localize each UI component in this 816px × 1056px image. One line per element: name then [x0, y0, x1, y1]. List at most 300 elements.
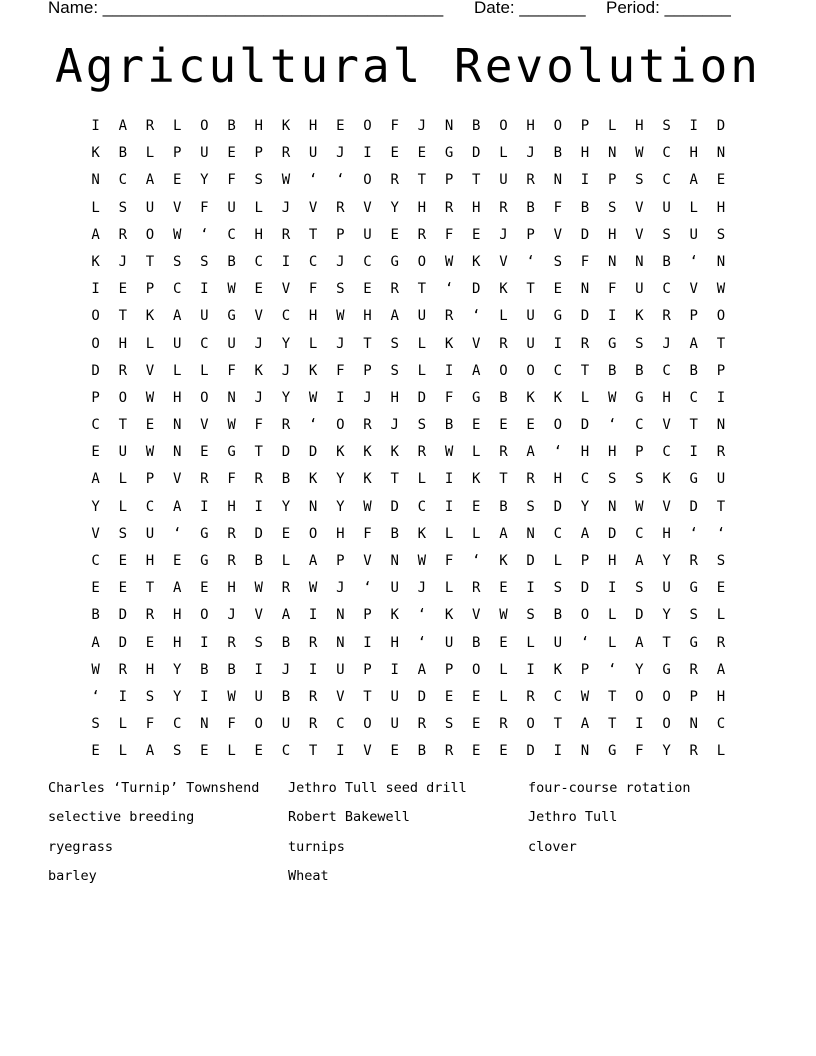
grid-cell[interactable]: T	[662, 634, 671, 651]
grid-cell[interactable]: F	[444, 226, 454, 243]
grid-cell[interactable]: B	[281, 688, 291, 705]
grid-cell[interactable]: N	[580, 281, 590, 298]
grid-cell[interactable]: S	[172, 743, 182, 760]
grid-cell[interactable]: L	[499, 688, 508, 705]
grid-cell[interactable]: J	[227, 607, 236, 624]
grid-cell[interactable]: H	[607, 444, 617, 461]
grid-cell[interactable]: E	[390, 743, 399, 760]
grid-cell[interactable]: C	[91, 417, 100, 434]
grid-cell[interactable]: O	[91, 335, 100, 352]
grid-cell[interactable]: C	[662, 145, 671, 162]
grid-cell[interactable]: N	[308, 498, 318, 515]
grid-cell[interactable]: E	[281, 525, 291, 542]
grid-cell[interactable]: P	[526, 226, 535, 243]
grid-cell[interactable]: B	[553, 145, 562, 162]
grid-cell[interactable]: O	[363, 118, 372, 134]
grid-cell[interactable]: H	[363, 308, 372, 325]
grid-cell[interactable]: E	[91, 743, 100, 760]
grid-cell[interactable]: N	[526, 525, 535, 542]
grid-cell[interactable]: R	[118, 362, 127, 379]
grid-cell[interactable]: Y	[281, 498, 291, 515]
grid-cell[interactable]: O	[662, 716, 671, 733]
grid-cell[interactable]: F	[145, 716, 155, 733]
grid-cell[interactable]: L	[145, 145, 155, 162]
grid-cell[interactable]: B	[553, 607, 562, 624]
grid-cell[interactable]: S	[118, 199, 127, 216]
grid-cell[interactable]: C	[172, 281, 182, 298]
grid-cell[interactable]: L	[118, 471, 127, 488]
grid-cell[interactable]: S	[662, 226, 671, 243]
grid-cell[interactable]: U	[200, 145, 209, 162]
grid-cell[interactable]: I	[336, 743, 345, 760]
grid-cell[interactable]: C	[336, 716, 345, 733]
grid-cell[interactable]: E	[472, 498, 481, 515]
grid-cell[interactable]: T	[118, 308, 127, 325]
grid-cell[interactable]: R	[499, 335, 508, 352]
grid-cell[interactable]: N	[689, 716, 698, 733]
grid-cell[interactable]: D	[553, 498, 562, 515]
grid-cell[interactable]: I	[689, 118, 698, 134]
grid-cell[interactable]: I	[444, 362, 454, 379]
grid-cell[interactable]: A	[91, 634, 100, 651]
grid-cell[interactable]: C	[635, 525, 644, 542]
grid-cell[interactable]: L	[444, 525, 454, 542]
grid-cell[interactable]: E	[499, 417, 508, 434]
grid-cell[interactable]: P	[580, 118, 590, 134]
grid-cell[interactable]: W	[635, 145, 644, 162]
grid-cell[interactable]: W	[607, 389, 617, 406]
grid-cell[interactable]: ‘	[200, 226, 209, 243]
grid-cell[interactable]: K	[308, 362, 318, 379]
grid-cell[interactable]: N	[172, 417, 182, 434]
grid-cell[interactable]: L	[526, 634, 535, 651]
grid-cell[interactable]: H	[390, 389, 399, 406]
grid-cell[interactable]: O	[716, 308, 726, 325]
grid-cell[interactable]: U	[336, 661, 345, 678]
grid-cell[interactable]: C	[254, 253, 263, 270]
grid-cell[interactable]: R	[526, 172, 535, 189]
grid-cell[interactable]: A	[145, 172, 155, 189]
grid-cell[interactable]: T	[607, 716, 617, 733]
grid-cell[interactable]: A	[172, 498, 182, 515]
grid-cell[interactable]: P	[145, 281, 155, 298]
grid-cell[interactable]: A	[689, 172, 698, 189]
grid-cell[interactable]: H	[227, 580, 236, 597]
grid-cell[interactable]: E	[200, 580, 209, 597]
grid-cell[interactable]: R	[145, 607, 155, 624]
grid-cell[interactable]: F	[363, 525, 372, 542]
grid-cell[interactable]: O	[526, 362, 535, 379]
grid-cell[interactable]: L	[417, 471, 427, 488]
grid-cell[interactable]: L	[607, 118, 617, 134]
grid-cell[interactable]: E	[118, 281, 127, 298]
grid-cell[interactable]: C	[553, 362, 562, 379]
grid-cell[interactable]: I	[553, 335, 562, 352]
grid-cell[interactable]: V	[635, 199, 644, 216]
grid-cell[interactable]: N	[91, 172, 100, 189]
grid-cell[interactable]: W	[363, 498, 372, 515]
grid-cell[interactable]: O	[336, 417, 345, 434]
grid-cell[interactable]: ‘	[689, 525, 698, 542]
grid-cell[interactable]: T	[689, 417, 698, 434]
grid-cell[interactable]: K	[472, 471, 481, 488]
grid-cell[interactable]: I	[91, 281, 100, 298]
grid-cell[interactable]: H	[662, 525, 671, 542]
grid-cell[interactable]: G	[390, 253, 399, 270]
grid-cell[interactable]: G	[227, 444, 236, 461]
grid-cell[interactable]: R	[417, 716, 427, 733]
grid-cell[interactable]: C	[200, 335, 209, 352]
grid-cell[interactable]: S	[91, 716, 100, 733]
grid-cell[interactable]: K	[308, 471, 318, 488]
grid-cell[interactable]: U	[172, 335, 182, 352]
grid-cell[interactable]: V	[363, 743, 372, 760]
grid-cell[interactable]: ‘	[91, 688, 100, 705]
grid-cell[interactable]: V	[472, 335, 481, 352]
grid-cell[interactable]: D	[472, 281, 481, 298]
grid-cell[interactable]: S	[172, 253, 182, 270]
grid-cell[interactable]: E	[526, 417, 535, 434]
grid-cell[interactable]: B	[472, 118, 481, 134]
grid-cell[interactable]: Y	[281, 389, 291, 406]
grid-cell[interactable]: U	[200, 308, 209, 325]
grid-cell[interactable]: P	[172, 145, 182, 162]
grid-cell[interactable]: T	[526, 281, 535, 298]
grid-cell[interactable]: C	[172, 716, 182, 733]
grid-cell[interactable]: S	[145, 688, 155, 705]
grid-cell[interactable]: E	[417, 145, 427, 162]
grid-cell[interactable]: G	[689, 580, 698, 597]
grid-cell[interactable]: S	[254, 172, 263, 189]
grid-cell[interactable]: J	[499, 226, 508, 243]
grid-cell[interactable]: E	[336, 118, 345, 134]
grid-cell[interactable]: U	[118, 444, 127, 461]
grid-cell[interactable]: J	[390, 417, 399, 434]
grid-cell[interactable]: F	[254, 417, 263, 434]
grid-cell[interactable]: H	[716, 688, 726, 705]
grid-cell[interactable]: R	[499, 199, 508, 216]
grid-cell[interactable]: J	[281, 362, 291, 379]
grid-cell[interactable]: C	[716, 716, 726, 733]
grid-cell[interactable]: R	[444, 199, 454, 216]
grid-cell[interactable]: D	[118, 634, 127, 651]
grid-cell[interactable]: I	[363, 634, 372, 651]
grid-cell[interactable]: J	[363, 389, 372, 406]
grid-cell[interactable]: I	[526, 661, 535, 678]
grid-cell[interactable]: T	[363, 335, 372, 352]
grid-cell[interactable]: E	[499, 580, 508, 597]
grid-cell[interactable]: H	[390, 634, 399, 651]
grid-cell[interactable]: B	[499, 498, 508, 515]
grid-cell[interactable]: R	[200, 471, 209, 488]
grid-cell[interactable]: R	[118, 661, 127, 678]
grid-cell[interactable]: R	[526, 471, 535, 488]
grid-cell[interactable]: T	[499, 471, 508, 488]
grid-cell[interactable]: K	[472, 253, 481, 270]
grid-cell[interactable]: O	[363, 172, 372, 189]
grid-cell[interactable]: V	[145, 362, 155, 379]
grid-cell[interactable]: N	[607, 253, 617, 270]
grid-cell[interactable]: S	[336, 281, 345, 298]
grid-cell[interactable]: W	[336, 308, 345, 325]
grid-cell[interactable]: R	[526, 688, 535, 705]
grid-cell[interactable]: G	[200, 553, 209, 569]
grid-cell[interactable]: E	[716, 172, 726, 189]
grid-cell[interactable]: W	[172, 226, 182, 243]
grid-cell[interactable]: N	[716, 145, 726, 162]
grid-cell[interactable]: E	[145, 417, 155, 434]
grid-cell[interactable]: A	[716, 661, 726, 678]
grid-cell[interactable]: T	[308, 226, 318, 243]
grid-cell[interactable]: T	[145, 580, 155, 597]
grid-cell[interactable]: P	[363, 661, 372, 678]
grid-cell[interactable]: B	[607, 362, 617, 379]
grid-cell[interactable]: U	[254, 688, 263, 705]
grid-cell[interactable]: T	[716, 335, 726, 352]
grid-cell[interactable]: U	[281, 716, 291, 733]
grid-cell[interactable]: O	[118, 389, 127, 406]
grid-cell[interactable]: I	[444, 498, 454, 515]
grid-cell[interactable]: F	[227, 362, 236, 379]
grid-cell[interactable]: E	[172, 553, 182, 569]
grid-cell[interactable]: B	[472, 634, 481, 651]
grid-cell[interactable]: H	[553, 471, 562, 488]
grid-cell[interactable]: H	[689, 145, 698, 162]
grid-cell[interactable]: E	[499, 634, 508, 651]
grid-cell[interactable]: D	[580, 226, 590, 243]
grid-cell[interactable]: U	[145, 525, 155, 542]
grid-cell[interactable]: W	[716, 281, 726, 298]
grid-cell[interactable]: U	[553, 634, 562, 651]
grid-cell[interactable]: O	[499, 362, 508, 379]
grid-cell[interactable]: Y	[336, 471, 345, 488]
grid-cell[interactable]: E	[363, 281, 372, 298]
grid-cell[interactable]: P	[145, 471, 155, 488]
grid-cell[interactable]: C	[580, 471, 590, 488]
grid-cell[interactable]: F	[390, 118, 399, 134]
grid-cell[interactable]: O	[553, 118, 562, 134]
grid-cell[interactable]: B	[444, 417, 454, 434]
grid-cell[interactable]: V	[635, 226, 644, 243]
grid-cell[interactable]: U	[444, 634, 454, 651]
grid-cell[interactable]: A	[635, 553, 644, 569]
grid-cell[interactable]: F	[444, 553, 454, 569]
grid-cell[interactable]: K	[281, 118, 291, 134]
grid-cell[interactable]: O	[472, 661, 481, 678]
grid-cell[interactable]: R	[390, 172, 399, 189]
grid-cell[interactable]: B	[526, 199, 535, 216]
grid-cell[interactable]: O	[580, 607, 590, 624]
grid-cell[interactable]: B	[281, 471, 291, 488]
grid-cell[interactable]: N	[716, 253, 726, 270]
grid-cell[interactable]: O	[200, 389, 209, 406]
grid-cell[interactable]: T	[118, 417, 127, 434]
grid-cell[interactable]: E	[390, 145, 399, 162]
grid-cell[interactable]: ‘	[417, 607, 427, 624]
grid-cell[interactable]: O	[145, 226, 155, 243]
grid-cell[interactable]: J	[281, 199, 291, 216]
grid-cell[interactable]: S	[716, 226, 726, 243]
grid-cell[interactable]: H	[716, 199, 726, 216]
grid-cell[interactable]: H	[145, 661, 155, 678]
grid-cell[interactable]: G	[635, 389, 644, 406]
grid-cell[interactable]: S	[553, 580, 562, 597]
grid-cell[interactable]: L	[499, 145, 508, 162]
grid-cell[interactable]: R	[281, 580, 291, 597]
grid-cell[interactable]: O	[499, 118, 508, 134]
grid-cell[interactable]: L	[444, 580, 454, 597]
grid-cell[interactable]: N	[390, 553, 399, 569]
grid-cell[interactable]: C	[689, 389, 698, 406]
grid-cell[interactable]: P	[689, 308, 698, 325]
grid-cell[interactable]: S	[635, 172, 644, 189]
grid-cell[interactable]: V	[172, 199, 182, 216]
grid-cell[interactable]: Y	[662, 553, 671, 569]
grid-cell[interactable]: R	[308, 634, 318, 651]
grid-cell[interactable]: I	[254, 661, 263, 678]
grid-cell[interactable]: L	[499, 661, 508, 678]
grid-cell[interactable]: O	[200, 607, 209, 624]
grid-cell[interactable]: U	[145, 199, 155, 216]
grid-cell[interactable]: G	[553, 308, 562, 325]
grid-cell[interactable]: S	[607, 199, 617, 216]
grid-cell[interactable]: F	[200, 199, 209, 216]
grid-cell[interactable]: G	[472, 389, 481, 406]
grid-cell[interactable]: ‘	[472, 553, 481, 569]
grid-cell[interactable]: C	[227, 226, 236, 243]
grid-cell[interactable]: Y	[635, 661, 644, 678]
grid-cell[interactable]: K	[553, 389, 562, 406]
grid-cell[interactable]: A	[91, 226, 100, 243]
grid-cell[interactable]: R	[227, 553, 236, 569]
grid-cell[interactable]: Y	[662, 607, 671, 624]
grid-cell[interactable]: O	[417, 253, 427, 270]
grid-cell[interactable]: G	[689, 634, 698, 651]
grid-cell[interactable]: N	[635, 253, 644, 270]
grid-cell[interactable]: H	[607, 553, 617, 569]
grid-cell[interactable]: B	[281, 634, 291, 651]
grid-cell[interactable]: E	[91, 580, 100, 597]
grid-cell[interactable]: R	[499, 716, 508, 733]
grid-cell[interactable]: R	[444, 308, 454, 325]
grid-cell[interactable]: K	[662, 471, 671, 488]
grid-cell[interactable]: R	[417, 226, 427, 243]
grid-cell[interactable]: N	[607, 498, 617, 515]
grid-cell[interactable]: V	[91, 525, 100, 542]
grid-cell[interactable]: I	[200, 498, 209, 515]
grid-cell[interactable]: A	[172, 308, 182, 325]
grid-cell[interactable]: H	[308, 118, 318, 134]
grid-cell[interactable]: A	[580, 525, 590, 542]
grid-cell[interactable]: F	[227, 716, 236, 733]
grid-cell[interactable]: C	[635, 417, 644, 434]
grid-cell[interactable]: L	[172, 362, 182, 379]
grid-cell[interactable]: C	[281, 308, 291, 325]
grid-cell[interactable]: I	[553, 743, 562, 760]
grid-cell[interactable]: E	[472, 743, 481, 760]
grid-cell[interactable]: E	[553, 281, 562, 298]
grid-cell[interactable]: H	[526, 118, 535, 134]
grid-cell[interactable]: S	[526, 498, 535, 515]
grid-cell[interactable]: G	[200, 525, 209, 542]
grid-cell[interactable]: J	[336, 335, 345, 352]
grid-cell[interactable]: S	[390, 362, 399, 379]
grid-cell[interactable]: P	[580, 553, 590, 569]
grid-cell[interactable]: K	[553, 661, 562, 678]
grid-cell[interactable]: U	[635, 281, 644, 298]
grid-cell[interactable]: W	[254, 580, 263, 597]
grid-cell[interactable]: I	[526, 580, 535, 597]
grid-cell[interactable]: ‘	[172, 525, 182, 542]
grid-cell[interactable]: E	[472, 417, 481, 434]
grid-cell[interactable]: F	[336, 362, 345, 379]
grid-cell[interactable]: C	[662, 444, 671, 461]
grid-cell[interactable]: D	[281, 444, 291, 461]
grid-cell[interactable]: W	[145, 389, 155, 406]
grid-cell[interactable]: R	[689, 553, 698, 569]
grid-cell[interactable]: R	[145, 118, 155, 134]
grid-cell[interactable]: S	[526, 607, 535, 624]
grid-cell[interactable]: V	[281, 281, 291, 298]
grid-cell[interactable]: I	[254, 498, 263, 515]
grid-cell[interactable]: K	[499, 281, 508, 298]
grid-cell[interactable]: I	[281, 253, 291, 270]
grid-cell[interactable]: R	[254, 471, 263, 488]
grid-cell[interactable]: F	[227, 172, 236, 189]
grid-cell[interactable]: I	[607, 580, 617, 597]
grid-cell[interactable]: B	[662, 253, 671, 270]
grid-cell[interactable]: W	[227, 417, 236, 434]
grid-cell[interactable]: E	[444, 688, 454, 705]
grid-cell[interactable]: R	[308, 716, 318, 733]
grid-cell[interactable]: K	[444, 607, 454, 624]
grid-cell[interactable]: A	[580, 716, 590, 733]
grid-cell[interactable]: J	[254, 335, 263, 352]
grid-cell[interactable]: T	[417, 172, 427, 189]
grid-cell[interactable]: K	[390, 607, 399, 624]
grid-cell[interactable]: P	[91, 389, 100, 406]
grid-cell[interactable]: F	[607, 281, 617, 298]
grid-cell[interactable]: Y	[172, 661, 182, 678]
grid-cell[interactable]: S	[607, 471, 617, 488]
grid-cell[interactable]: B	[635, 362, 644, 379]
grid-cell[interactable]: O	[363, 716, 372, 733]
grid-cell[interactable]: G	[689, 471, 698, 488]
grid-cell[interactable]: P	[607, 172, 617, 189]
grid-cell[interactable]: I	[580, 172, 590, 189]
grid-cell[interactable]: V	[254, 607, 263, 624]
grid-cell[interactable]: P	[444, 661, 454, 678]
grid-cell[interactable]: N	[172, 444, 182, 461]
grid-cell[interactable]: ‘	[308, 417, 318, 434]
grid-cell[interactable]: T	[553, 716, 562, 733]
grid-cell[interactable]: C	[363, 253, 372, 270]
grid-cell[interactable]: B	[227, 118, 236, 134]
grid-cell[interactable]: T	[607, 688, 617, 705]
grid-cell[interactable]: U	[662, 199, 671, 216]
grid-cell[interactable]: Y	[172, 688, 182, 705]
grid-cell[interactable]: D	[417, 688, 427, 705]
grid-cell[interactable]: L	[607, 634, 617, 651]
grid-cell[interactable]: R	[390, 281, 399, 298]
grid-cell[interactable]: H	[472, 199, 481, 216]
grid-cell[interactable]: W	[308, 389, 318, 406]
grid-cell[interactable]: H	[662, 389, 671, 406]
grid-cell[interactable]: N	[716, 417, 726, 434]
grid-cell[interactable]: W	[227, 281, 236, 298]
grid-cell[interactable]: I	[200, 281, 209, 298]
grid-cell[interactable]: V	[308, 199, 318, 216]
